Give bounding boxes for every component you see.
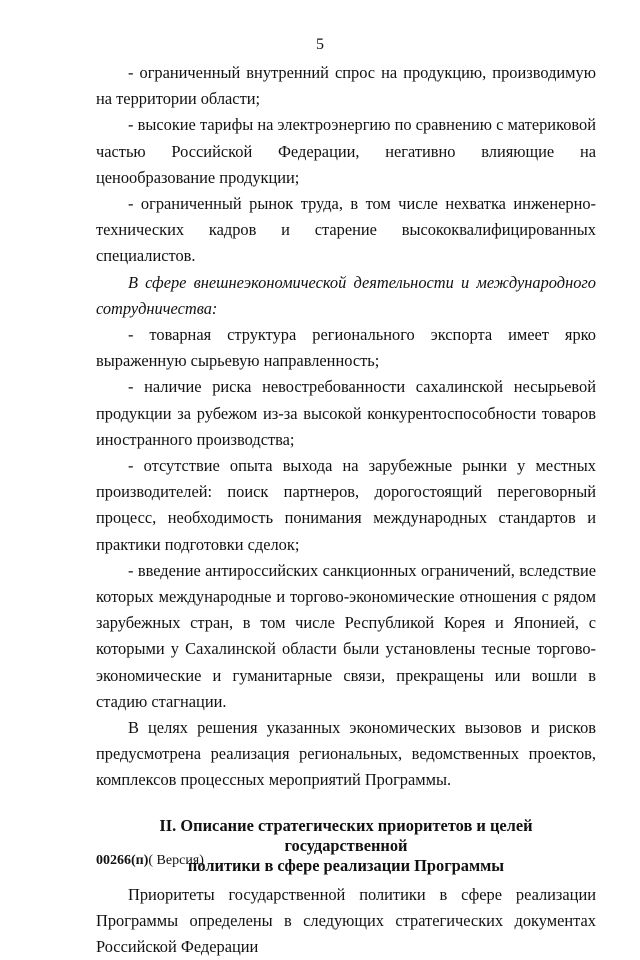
document-body — [96, 60, 596, 960]
section-heading-line: политики в сфере реализации Программы — [187, 855, 505, 875]
paragraph: В целях решения указанных экономических вызовов и рисков предусмотрена реализация региональных, ведомственных проектов, комплексов процессных мероприятий Программы. — [96, 718, 596, 790]
section-heading-line: II. Описание стратегических приоритетов и целей государственной — [159, 815, 533, 855]
paragraph: - отсутствие опыта выхода на зарубежные рынки у местных производителей: поиск партнеров, дорогостоящий переговорный процесс, необходимость понимания международных стандартов и практики подготовки сделок; — [96, 456, 596, 554]
paragraph: - ограниченный внутренний спрос на продукцию, производимую на территории области; — [96, 63, 596, 109]
document-code: 00266(п) — [96, 853, 149, 868]
paragraph: - наличие риска невостребованности сахалинской несырьевой продукции за рубежом из-за высокой конкурентоспособности товаров иностранного производства; — [96, 377, 596, 449]
paragraph-italic: В сфере внешнеэкономической деятельности и международного сотрудничества: — [96, 272, 596, 318]
paragraph: - высокие тарифы на электроэнергию по сравнению с материковой частью Российской Федерации, негативно влияющие на ценообразование продукции; — [96, 115, 596, 187]
paragraph: Приоритеты государственной политики в сфере реализации Программы определены в следующих стратегических документах Российской Федерации — [96, 884, 596, 957]
paragraph: - введение антироссийских санкционных ограничений, вследствие которых международные и торгово-экономические отношения с рядом зарубежных стран, в том числе Республикой Корея и Японией, с которыми у Сахалинской области были установлены тесные торгово-экономические и гуманитарные связи, прекращены или вошли в стадию стагнации. — [96, 560, 596, 711]
document-version: ( Версия) — [148, 853, 204, 868]
paragraph: - товарная структура регионального экспорта имеет ярко выраженную сырьевую направленность; — [96, 325, 596, 371]
paragraph: - ограниченный рынок труда, в том числе нехватка инженерно-технических кадров и старение высококвалифицированных специалистов. — [96, 194, 596, 266]
page-number: 5 — [316, 36, 324, 53]
document-footer — [96, 853, 204, 869]
